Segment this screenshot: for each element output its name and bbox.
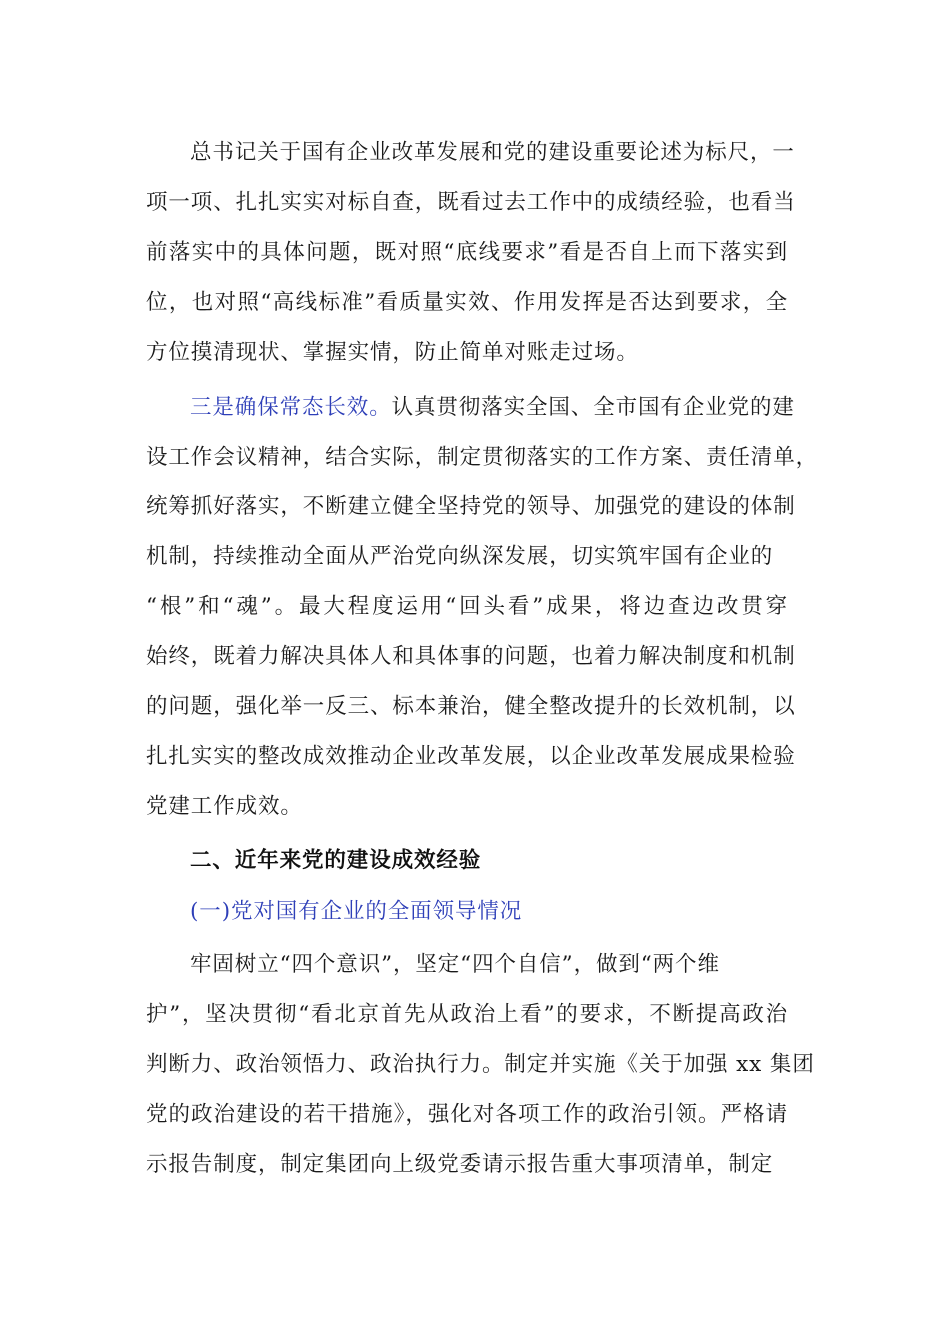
paragraph-2-line-3: 统筹抓好落实，不断建立健全坚持党的领导、加强党的建设的体制 bbox=[146, 494, 796, 519]
paragraph-2-line-7: 的问题，强化举一反三、标本兼治，健全整改提升的长效机制，以 bbox=[146, 694, 796, 719]
paragraph-3-line-1: 牢固树立“四个意识”，坚定“四个自信”，做到“两个维 bbox=[190, 952, 720, 977]
paragraph-2-line-4: 机制，持续推动全面从严治党向纵深发展，切实筑牢国有企业的 bbox=[146, 544, 774, 569]
paragraph-1-line-1: 总书记关于国有企业改革发展和党的建设重要论述为标尺，一 bbox=[190, 140, 795, 165]
paragraph-2-line-6: 始终，既着力解决具体人和具体事的问题，也着力解决制度和机制 bbox=[146, 644, 796, 669]
paragraph-1-line-2: 项一项、扎扎实实对标自查，既看过去工作中的成绩经验，也看当 bbox=[146, 190, 796, 215]
paragraph-2-line-2: 设工作会议精神，结合实际，制定贯彻落实的工作方案、责任清单， bbox=[146, 445, 819, 470]
paragraph-3-line-3: 判断力、政治领悟力、政治执行力。制定并实施《关于加强 xx 集团 bbox=[146, 1052, 815, 1077]
paragraph-3-line-2: 护”，坚决贯彻“看北京首先从政治上看”的要求，不断提高政治 bbox=[146, 1002, 788, 1027]
paragraph-2-lead: 三是确保常态长效。 bbox=[190, 395, 392, 420]
subsection-heading: (一)党对国有企业的全面领导情况 bbox=[190, 899, 523, 924]
paragraph-2-line-1-rest: 认真贯彻落实全国、全市国有企业党的建 bbox=[391, 395, 795, 420]
paragraph-1-line-4: 位，也对照“高线标准”看质量实效、作用发挥是否达到要求，全 bbox=[146, 290, 788, 315]
paragraph-2-line-5: “根”和“魂”。最大程度运用“回头看”成果，将边查边改贯穿 bbox=[146, 594, 788, 619]
paragraph-1-line-3: 前落实中的具体问题，既对照“底线要求”看是否自上而下落实到 bbox=[146, 240, 788, 265]
paragraph-2-line-9: 党建工作成效。 bbox=[146, 794, 303, 819]
paragraph-1-line-5: 方位摸清现状、掌握实情，防止简单对账走过场。 bbox=[146, 340, 639, 365]
paragraph-3-line-5: 示报告制度，制定集团向上级党委请示报告重大事项清单，制定 bbox=[146, 1152, 774, 1177]
paragraph-2-line-1 bbox=[190, 393, 795, 423]
paragraph-3-line-4: 党的政治建设的若干措施》，强化对各项工作的政治引领。严格请 bbox=[146, 1102, 788, 1127]
section-heading: 二、近年来党的建设成效经验 bbox=[190, 848, 482, 873]
paragraph-2-line-8: 扎扎实实的整改成效推动企业改革发展，以企业改革发展成果检验 bbox=[146, 744, 796, 769]
